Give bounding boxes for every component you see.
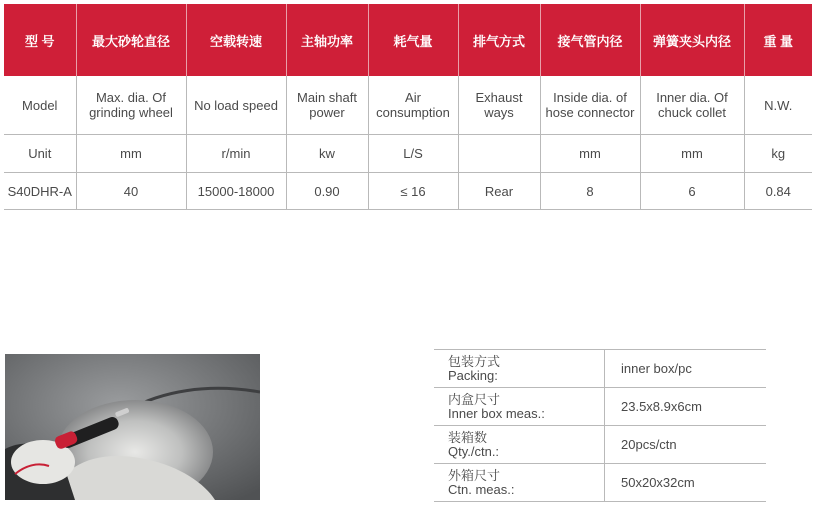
table-row <box>434 350 766 388</box>
table-cell: mm <box>76 135 186 173</box>
table-cell: Exhaust ways <box>458 76 540 135</box>
packing-label <box>434 464 605 502</box>
table-cell: Inside dia. of hose connector <box>540 76 640 135</box>
product-photo <box>5 354 260 500</box>
packing-value: 23.5x8.9x6cm <box>605 388 767 426</box>
spec-table <box>4 4 812 210</box>
header-cell: 重 量 <box>744 4 812 76</box>
label-en: Packing: <box>448 367 498 383</box>
spec-header-row <box>4 4 812 76</box>
table-cell: 8 <box>540 173 640 210</box>
label-cn: 装箱数 <box>448 429 488 445</box>
table-cell: mm <box>640 135 744 173</box>
table-cell <box>458 135 540 173</box>
table-cell: No load speed <box>186 76 286 135</box>
packing-value: 20pcs/ctn <box>605 426 767 464</box>
header-cell: 接气管内径 <box>540 4 640 76</box>
table-cell: 40 <box>76 173 186 210</box>
table-cell: mm <box>540 135 640 173</box>
header-cell: 最大砂轮直径 <box>76 4 186 76</box>
table-cell: 0.84 <box>744 173 812 210</box>
table-cell: Max. dia. Of grinding wheel <box>76 76 186 135</box>
table-cell: N.W. <box>744 76 812 135</box>
table-cell: kw <box>286 135 368 173</box>
table-cell: kg <box>744 135 812 173</box>
table-cell: Air consumption <box>368 76 458 135</box>
table-cell: 6 <box>640 173 744 210</box>
label-en: Ctn. meas.: <box>448 481 515 497</box>
table-cell: Main shaft power <box>286 76 368 135</box>
table-cell: L/S <box>368 135 458 173</box>
packing-value: 50x20x32cm <box>605 464 767 502</box>
table-cell: S40DHR-A <box>4 173 76 210</box>
grinder-in-use-illustration <box>5 354 260 500</box>
table-cell: r/min <box>186 135 286 173</box>
header-cell: 型 号 <box>4 4 76 76</box>
table-row <box>434 426 766 464</box>
label-cn: 外箱尺寸 <box>448 467 501 483</box>
table-cell: Rear <box>458 173 540 210</box>
table-cell: 0.90 <box>286 173 368 210</box>
header-cell: 主轴功率 <box>286 4 368 76</box>
packing-label <box>434 350 605 388</box>
label-en: Qty./ctn.: <box>448 443 500 459</box>
table-cell: ≤ 16 <box>368 173 458 210</box>
packing-label <box>434 388 605 426</box>
header-cell: 弹簧夹头内径 <box>640 4 744 76</box>
spec-model-row <box>4 76 812 135</box>
table-cell: Model <box>4 76 76 135</box>
packing-label <box>434 426 605 464</box>
label-cn: 包装方式 <box>448 353 501 369</box>
table-row <box>434 388 766 426</box>
packing-value: inner box/pc <box>605 350 767 388</box>
table-cell: 15000-18000 <box>186 173 286 210</box>
table-cell: Inner dia. Of chuck collet <box>640 76 744 135</box>
spec-data-row <box>4 173 812 210</box>
header-cell: 耗气量 <box>368 4 458 76</box>
packing-table <box>434 349 766 502</box>
label-cn: 内盒尺寸 <box>448 391 501 407</box>
table-row <box>434 464 766 502</box>
header-cell: 排气方式 <box>458 4 540 76</box>
header-cell: 空载转速 <box>186 4 286 76</box>
label-en: Inner box meas.: <box>448 405 545 421</box>
table-cell: Unit <box>4 135 76 173</box>
spec-unit-row <box>4 135 812 173</box>
